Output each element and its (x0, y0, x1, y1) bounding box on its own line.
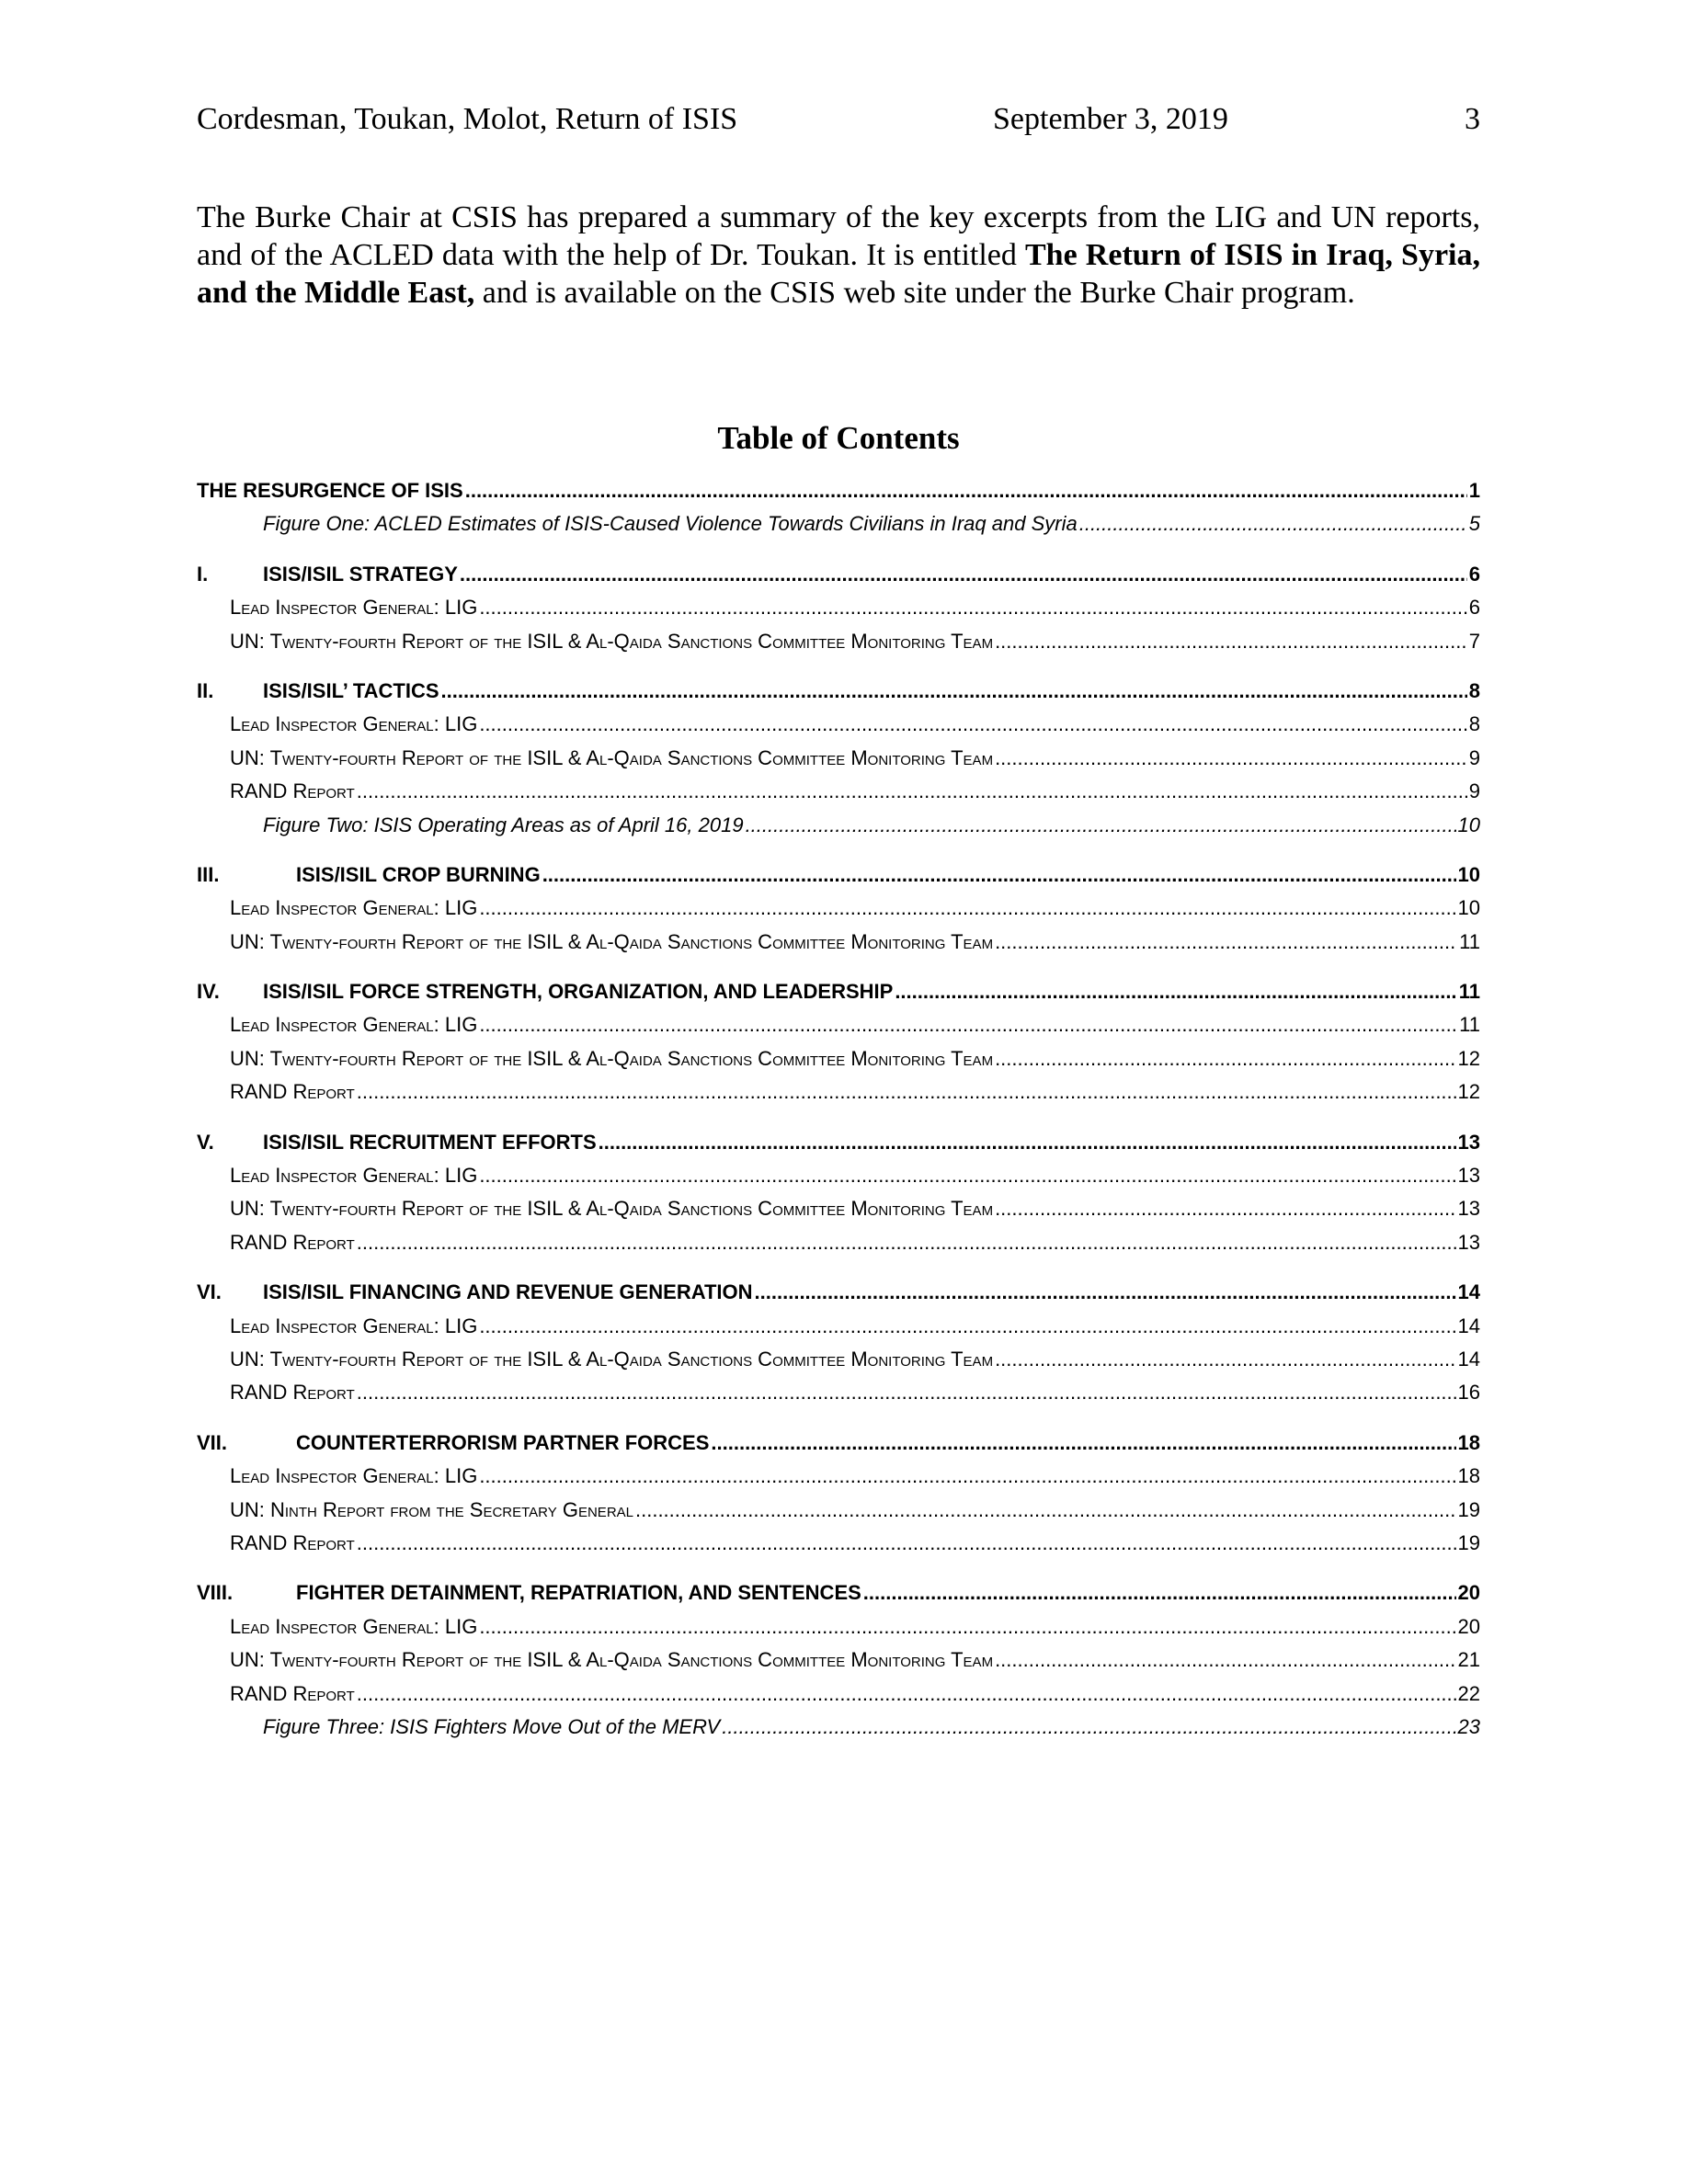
toc-page-number: 18 (1457, 1464, 1480, 1488)
toc-dot-leader (479, 591, 1466, 624)
header-authors-title: Cordesman, Toukan, Molot, Return of ISIS (197, 102, 738, 136)
toc-subsection-link[interactable] (197, 1192, 1480, 1225)
toc-entry-text: ISIS/ISIL CROP BURNING (296, 862, 541, 886)
toc-entry-text: ISIS/ISIL RECRUITMENT EFFORTS (263, 1130, 597, 1154)
toc-entry-label (230, 1226, 355, 1259)
toc-figure-link[interactable] (197, 809, 1480, 842)
toc-entry-label (197, 1576, 861, 1610)
toc-dot-leader (479, 1310, 1455, 1343)
toc-entry-text: RAND Report (230, 1230, 355, 1254)
toc-entry-text: RAND Report (230, 779, 355, 803)
toc-section-numeral: I. (197, 562, 209, 586)
toc-entry-label (230, 625, 993, 658)
toc-figure-link[interactable] (197, 1711, 1480, 1744)
toc-entry-text: THE RESURGENCE OF ISIS (197, 479, 463, 502)
toc-page-number: 19 (1457, 1497, 1480, 1521)
intro-text-after: and is available on the CSIS web site under the Burke Chair program. (474, 276, 1355, 310)
toc-section-numeral: II. (197, 678, 214, 702)
toc-entry-text: Lead Inspector General: LIG (230, 896, 478, 920)
toc-page-number: 12 (1457, 1080, 1480, 1104)
toc-dot-leader (711, 1427, 1455, 1460)
toc-entry-label (230, 1376, 355, 1409)
toc-page-number: 14 (1457, 1314, 1480, 1337)
toc-dot-leader (479, 1460, 1455, 1493)
toc-dot-leader (357, 775, 1467, 808)
toc-dot-leader (465, 474, 1467, 507)
toc-dot-leader (357, 1226, 1456, 1259)
toc-entry-label (230, 1008, 477, 1041)
toc-entry-label (230, 1192, 993, 1225)
toc-entry-text: UN: Twenty-fourth Report of the ISIL & Al-Qaida Sanctions Committee Monitoring Team (230, 1347, 994, 1371)
toc-entry-text: Figure Three: ISIS Fighters Move Out of the MERV (263, 1714, 721, 1738)
toc-entry-text: Lead Inspector General: LIG (230, 1614, 478, 1638)
toc-dot-leader (722, 1711, 1455, 1744)
toc-subsection-link[interactable] (197, 892, 1480, 925)
toc-section-link[interactable] (197, 975, 1480, 1008)
toc-section-link[interactable] (197, 675, 1480, 708)
toc-dot-leader (357, 1678, 1456, 1711)
toc-dot-leader (995, 926, 1457, 959)
toc-subsection-link[interactable] (197, 708, 1480, 741)
toc-page-number: 11 (1459, 929, 1480, 953)
toc-entry-text: Lead Inspector General: LIG (230, 1164, 478, 1188)
toc-page-number: 5 (1468, 512, 1480, 536)
toc-page-number: 20 (1457, 1614, 1480, 1638)
toc-entry-label (230, 1678, 355, 1711)
toc-section-numeral: III. (197, 862, 220, 886)
toc-page-number: 6 (1468, 596, 1480, 620)
toc-entry-label (230, 1494, 633, 1527)
toc-subsection-link[interactable] (197, 1527, 1480, 1560)
toc-entry-text: UN: Twenty-fourth Report of the ISIL & Al-Qaida Sanctions Committee Monitoring Team (230, 1197, 994, 1221)
toc-page-number: 6 (1468, 562, 1480, 586)
toc-entry-text: UN: Twenty-fourth Report of the ISIL & Al-Qaida Sanctions Committee Monitoring Team (230, 929, 994, 953)
toc-entry-label (230, 591, 477, 624)
toc-page-number: 23 (1457, 1714, 1480, 1738)
toc-section-link[interactable] (197, 558, 1480, 591)
toc-entry-text: Lead Inspector General: LIG (230, 1013, 478, 1037)
toc-subsection-link[interactable] (197, 625, 1480, 658)
toc-entry-text: ISIS/ISIL FINANCING AND REVENUE GENERATION (263, 1280, 753, 1304)
toc-subsection-link[interactable] (197, 1226, 1480, 1259)
toc-subsection-link[interactable] (197, 591, 1480, 624)
toc-page-number: 9 (1468, 745, 1480, 769)
toc-page-number: 21 (1457, 1648, 1480, 1672)
toc-page-number: 13 (1457, 1164, 1480, 1188)
toc-section-numeral: IV. (197, 980, 220, 1004)
intro-text-before: The Burke Chair at CSIS has prepared a summary of the key excerpts from the LIG and UN reports, and of the ACLED data with the help of Dr. Toukan. It is entitled (197, 200, 1480, 272)
toc-entry-label (197, 975, 893, 1008)
toc-subsection-link[interactable] (197, 775, 1480, 808)
toc-entry-label (263, 809, 744, 842)
toc-dot-leader (357, 1527, 1456, 1560)
toc-entry-label (197, 558, 458, 591)
toc-entry-text: ISIS/ISIL’ TACTICS (263, 678, 439, 702)
toc-page-number: 14 (1457, 1280, 1480, 1304)
toc-entry-text: Figure One: ACLED Estimates of ISIS-Caused Violence Towards Civilians in Iraq and Syria (263, 512, 1078, 536)
toc-entry-text: UN: Twenty-fourth Report of the ISIL & Al-Qaida Sanctions Committee Monitoring Team (230, 629, 994, 653)
toc-entry-text: ISIS/ISIL FORCE STRENGTH, ORGANIZATION, AND LEADERSHIP (263, 980, 894, 1004)
toc-dot-leader (357, 1376, 1456, 1409)
toc-entry-label (263, 1711, 720, 1744)
toc-section-numeral: VIII. (197, 1581, 234, 1605)
toc-entry-text: RAND Report (230, 1381, 355, 1405)
toc-section-link[interactable] (197, 1576, 1480, 1610)
toc-entry-label (230, 1075, 355, 1109)
toc-subsection-link[interactable] (197, 1494, 1480, 1527)
toc-subsection-link[interactable] (197, 1343, 1480, 1376)
toc-entry-label (230, 1310, 477, 1343)
toc-entry-label (197, 859, 541, 892)
toc-entry-text: Lead Inspector General: LIG (230, 712, 478, 736)
toc-entry-label (230, 1159, 477, 1192)
toc-section-link[interactable] (197, 474, 1480, 507)
toc-subsection-link[interactable] (197, 1008, 1480, 1041)
toc-entry-label (230, 1460, 477, 1493)
toc-page-number: 9 (1468, 779, 1480, 803)
toc-subsection-link[interactable] (197, 1075, 1480, 1109)
toc-dot-leader (460, 558, 1467, 591)
toc-entry-text: UN: Twenty-fourth Report of the ISIL & Al-Qaida Sanctions Committee Monitoring Team (230, 1648, 994, 1672)
header-date: September 3, 2019 (993, 102, 1228, 136)
toc-dot-leader (599, 1126, 1456, 1159)
toc-subsection-link[interactable] (197, 1159, 1480, 1192)
toc-page-number: 10 (1457, 813, 1480, 836)
toc-dot-leader (479, 1159, 1455, 1192)
toc-entry-label (230, 775, 355, 808)
toc-entry-label (197, 1276, 753, 1309)
toc-page-number: 10 (1457, 862, 1480, 886)
toc-entry-text: UN: Ninth Report from the Secretary General (230, 1497, 633, 1521)
toc-dot-leader (357, 1075, 1456, 1109)
toc-dot-leader (995, 1192, 1455, 1225)
toc-figure-link[interactable] (197, 507, 1480, 540)
toc-page-number: 20 (1457, 1581, 1480, 1605)
toc-dot-leader (863, 1576, 1456, 1610)
toc-subsection-link[interactable] (197, 1644, 1480, 1677)
toc-dot-leader (995, 742, 1467, 775)
toc-page-number: 11 (1458, 980, 1480, 1004)
toc-subsection-link[interactable] (197, 742, 1480, 775)
toc-entry-label (230, 708, 477, 741)
toc-dot-leader (895, 975, 1456, 1008)
toc-dot-leader (542, 859, 1456, 892)
toc-page-number: 13 (1457, 1230, 1480, 1254)
toc-subsection-link[interactable] (197, 926, 1480, 959)
intro-bold-title: The Return of ISIS in Iraq, Syria, and the Middle East, (197, 238, 1480, 310)
toc-page-number: 12 (1457, 1046, 1480, 1070)
toc-page-number: 14 (1457, 1347, 1480, 1371)
toc-dot-leader (995, 625, 1467, 658)
toc-entry-text: RAND Report (230, 1681, 355, 1705)
toc-dot-leader (995, 1644, 1455, 1677)
toc-section-link[interactable] (197, 1276, 1480, 1309)
toc-entry-text: UN: Twenty-fourth Report of the ISIL & Al-Qaida Sanctions Committee Monitoring Team (230, 745, 994, 769)
toc-subsection-link[interactable] (197, 1310, 1480, 1343)
toc-section-link[interactable] (197, 1126, 1480, 1159)
toc-subsection-link[interactable] (197, 1042, 1480, 1075)
running-header (197, 99, 1480, 140)
toc-dot-leader (479, 1008, 1457, 1041)
toc-entry-text: RAND Report (230, 1080, 355, 1104)
toc-entry-text: ISIS/ISIL STRATEGY (263, 562, 458, 586)
toc-page-number: 19 (1457, 1530, 1480, 1554)
intro-paragraph (197, 199, 1480, 312)
toc-page-number: 1 (1468, 479, 1480, 502)
toc-entry-text: Lead Inspector General: LIG (230, 596, 478, 620)
table-of-contents (197, 474, 1480, 1744)
toc-entry-label (230, 1644, 993, 1677)
toc-subsection-link[interactable] (197, 1376, 1480, 1409)
toc-page-number: 13 (1457, 1130, 1480, 1154)
toc-subsection-link[interactable] (197, 1610, 1480, 1644)
toc-section-numeral: VI. (197, 1280, 222, 1304)
toc-section-link[interactable] (197, 1427, 1480, 1460)
toc-section-link[interactable] (197, 859, 1480, 892)
toc-page-number: 22 (1457, 1681, 1480, 1705)
toc-dot-leader (635, 1494, 1456, 1527)
toc-page-number: 8 (1468, 678, 1480, 702)
toc-subsection-link[interactable] (197, 1678, 1480, 1711)
toc-entry-label (230, 892, 477, 925)
toc-dot-leader (441, 675, 1467, 708)
toc-entry-label (263, 507, 1078, 540)
toc-dot-leader (746, 809, 1456, 842)
toc-dot-leader (479, 1610, 1455, 1644)
toc-entry-label (230, 1343, 993, 1376)
toc-entry-label (230, 1527, 355, 1560)
toc-section-numeral: V. (197, 1130, 214, 1154)
toc-entry-text: FIGHTER DETAINMENT, REPATRIATION, AND SENTENCES (296, 1581, 861, 1605)
toc-page-number: 7 (1468, 629, 1480, 653)
toc-entry-label (230, 1610, 477, 1644)
toc-entry-label (230, 1042, 993, 1075)
toc-page-number: 10 (1457, 896, 1480, 920)
toc-subsection-link[interactable] (197, 1460, 1480, 1493)
toc-entry-label (197, 675, 439, 708)
toc-entry-text: COUNTERTERRORISM PARTNER FORCES (296, 1430, 710, 1454)
toc-entry-text: Lead Inspector General: LIG (230, 1464, 478, 1488)
toc-page-number: 13 (1457, 1197, 1480, 1221)
toc-dot-leader (1079, 507, 1467, 540)
toc-page-number: 11 (1459, 1013, 1480, 1037)
toc-dot-leader (995, 1343, 1455, 1376)
toc-page-number: 8 (1468, 712, 1480, 736)
toc-entry-text: Figure Two: ISIS Operating Areas as of April 16, 2019 (263, 813, 744, 836)
toc-section-numeral: VII. (197, 1430, 228, 1454)
toc-entry-label (197, 1126, 597, 1159)
toc-dot-leader (755, 1276, 1456, 1309)
toc-page-number: 16 (1457, 1381, 1480, 1405)
toc-entry-label (197, 474, 463, 507)
toc-entry-label (230, 742, 993, 775)
header-page-number: 3 (1465, 102, 1480, 136)
toc-dot-leader (995, 1042, 1455, 1075)
toc-dot-leader (479, 708, 1466, 741)
toc-title: Table of Contents (717, 420, 960, 456)
toc-entry-text: UN: Twenty-fourth Report of the ISIL & Al-Qaida Sanctions Committee Monitoring Team (230, 1046, 994, 1070)
toc-dot-leader (479, 892, 1455, 925)
toc-page-number: 18 (1457, 1430, 1480, 1454)
toc-entry-text: Lead Inspector General: LIG (230, 1314, 478, 1337)
toc-entry-text: RAND Report (230, 1530, 355, 1554)
toc-entry-label (230, 926, 993, 959)
toc-entry-label (197, 1427, 709, 1460)
